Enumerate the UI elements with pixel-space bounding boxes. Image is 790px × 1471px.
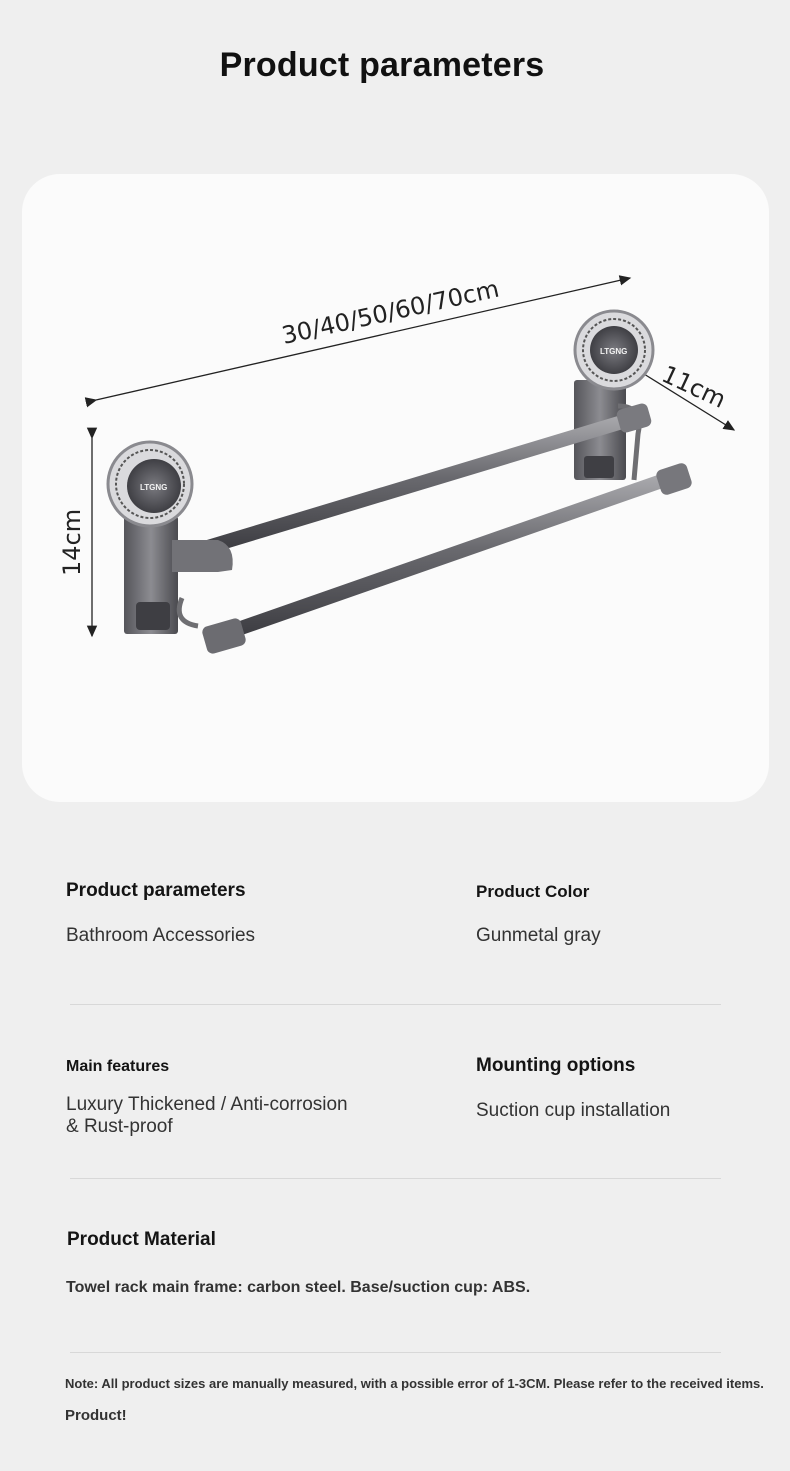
main-features-label: Main features	[66, 1058, 170, 1075]
spec-divider	[70, 1178, 721, 1179]
towel-rack-diagram	[22, 174, 769, 802]
depth-dimension-label: 11cm	[657, 360, 731, 414]
measurement-note: Note: All product sizes are manually measured, with a possible error of 1-3CM. Please refer to the received items.	[65, 1376, 764, 1391]
product-material-label: Product Material	[67, 1229, 216, 1250]
product-color-label: Product Color	[476, 882, 590, 901]
left-brand-mark: LTGNG	[140, 483, 168, 492]
length-dimension-label: 30/40/50/60/70cm	[279, 274, 502, 350]
right-brand-mark: LTGNG	[600, 347, 628, 356]
product-color-value: Gunmetal gray	[476, 925, 601, 946]
product-material-value: Towel rack main frame: carbon steel. Base/suction cup: ABS.	[66, 1279, 531, 1296]
product-image-card	[22, 174, 769, 802]
measurement-note-tail: Product!	[65, 1407, 127, 1424]
main-features-value-line2: & Rust-proof	[66, 1116, 173, 1137]
mounting-options-value: Suction cup installation	[476, 1100, 671, 1121]
spec-divider	[70, 1004, 721, 1005]
product-parameters-label: Product parameters	[66, 880, 246, 901]
product-parameters-value: Bathroom Accessories	[66, 925, 256, 946]
front-towel-bar	[201, 462, 693, 655]
length-dimension-arrow	[96, 278, 630, 400]
height-dimension-label: 14cm	[58, 508, 86, 576]
spec-divider	[70, 1352, 721, 1353]
mounting-options-label: Mounting options	[476, 1055, 636, 1076]
page-title: Product parameters	[219, 46, 545, 84]
right-suction-mount	[574, 311, 653, 480]
main-features-value-line1: Luxury Thickened / Anti-corrosion	[66, 1094, 348, 1115]
